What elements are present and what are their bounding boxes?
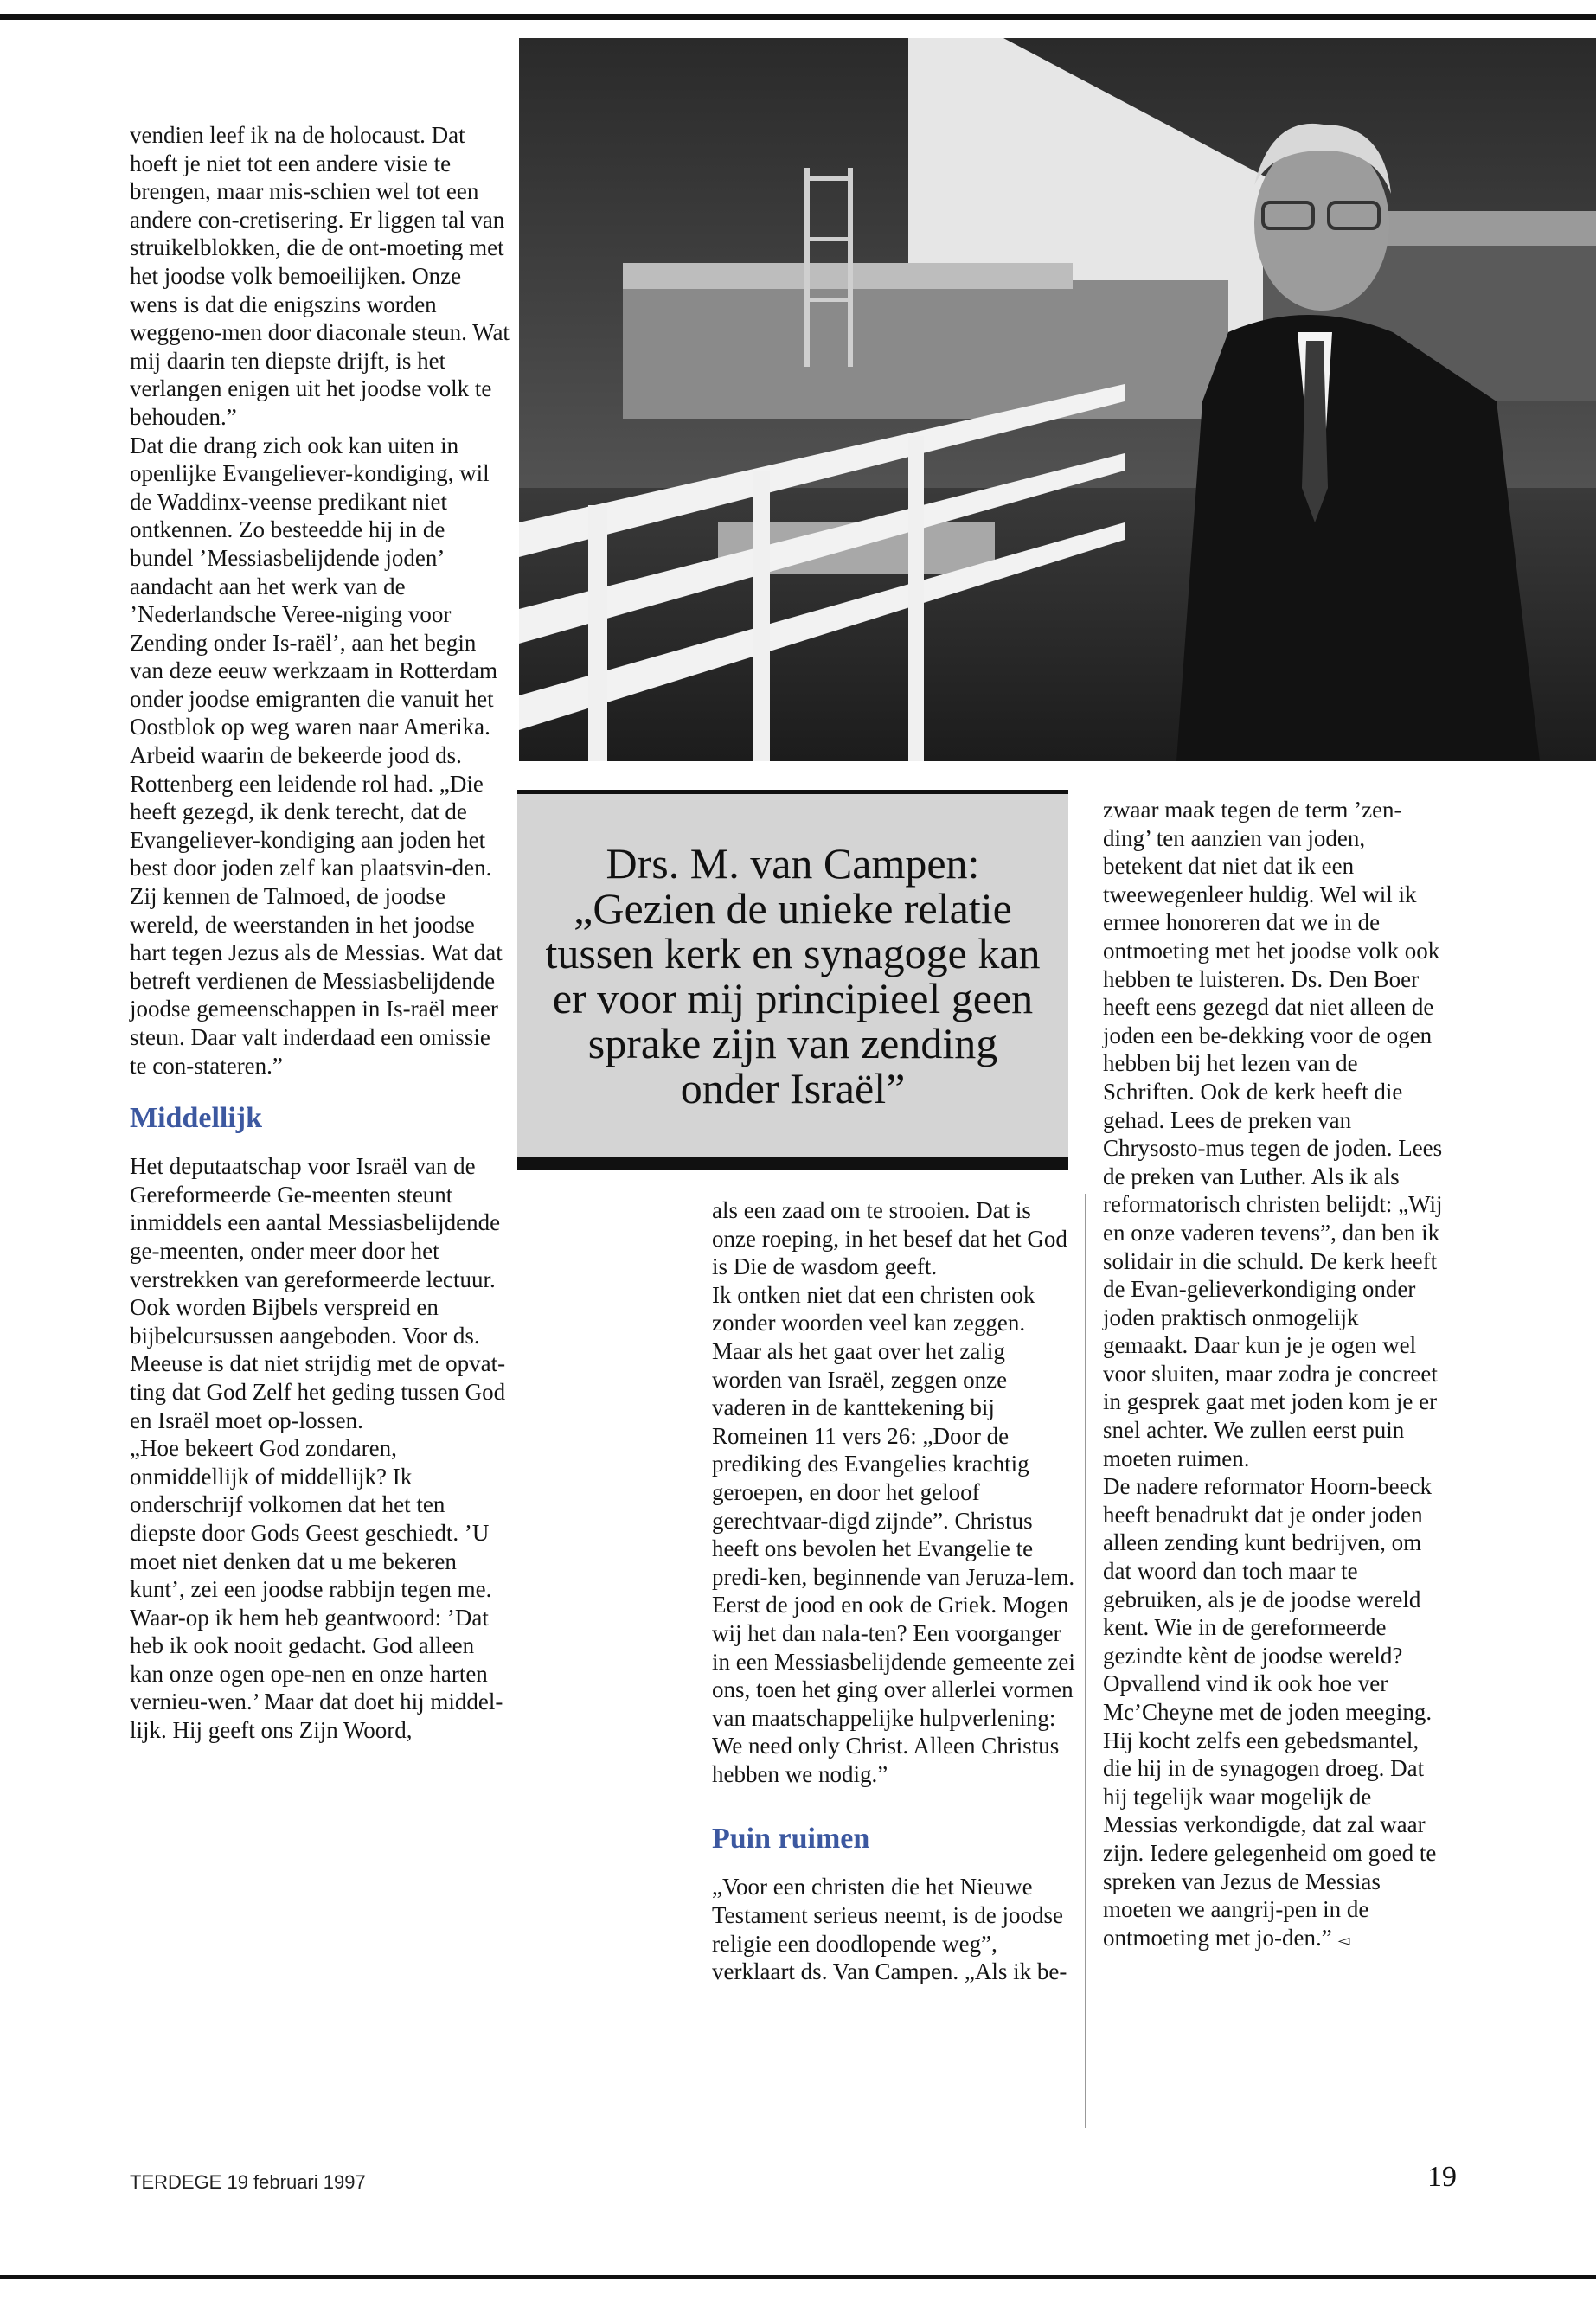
pull-quote bbox=[517, 790, 1068, 1170]
paragraph: „Hoe bekeert God zondaren, onmiddellijk of middellijk? Ik onderschrijf volkomen dat het ten diepste door Gods Geest geschiedt. ’U moet niet denken dat u me bekeren kunt’, zei een joodse rabbijn tegen me. Waar-op ik hem heb geantwoord: ’Dat heb ik ook nooit gedacht. God alleen kan onze ogen ope-nen en onze harten vernieu-wen.’ Maar dat doet hij middel-lijk. Hij geeft ons Zijn Woord, bbox=[130, 1435, 503, 1744]
column-divider bbox=[1085, 1194, 1086, 2128]
paragraph: Het deputaatschap voor Israël van de Gereformeerde Ge-meenten steunt inmiddels een aantal Messiasbelijdende ge-meenten, onder meer door het verstrekken van gereformeerde lectuur. Ook worden Bijbels verspreid en bijbelcursussen aangeboden. Voor ds. Meeuse is dat niet strijdig met de opvat-ting dat God Zelf het geding tussen God en Israël moet op-lossen. bbox=[130, 1153, 506, 1433]
paragraph: Ik ontken niet dat een christen ook zonder woorden veel kan zeggen. Maar als het gaat over het zalig worden van Israël, zeggen onze vaderen in de kanttekening bij Romeinen 11 vers 26: „Door de prediking des Evangelies krachtig geroepen, en door het geloof gerechtvaar-digd zijnde”. Christus heeft ons bevolen het Evangelie te predi-ken, beginnende van Jeruza-lem. Eerst de jood en ook de Griek. Mogen wij het dan nala-ten? Een voorganger in een Messiasbelijdende gemeente zei ons, toen het ging over allerlei vormen van maatschappelijke hulpverlening: We need only Christ. Alleen Christus hebben we nodig.” bbox=[712, 1281, 1075, 1787]
column-middle bbox=[712, 1196, 1075, 1986]
top-rule bbox=[0, 14, 1596, 20]
paragraph: als een zaad om te strooien. Dat is onze roeping, in het besef dat het God is Die de wasdom geeft. bbox=[712, 1197, 1067, 1280]
paragraph bbox=[1103, 1472, 1449, 1954]
bottom-rule bbox=[0, 2275, 1596, 2279]
page-number: 19 bbox=[1427, 2161, 1457, 2193]
paragraph: vendien leef ik na de holocaust. Dat hoeft je niet tot een andere visie te brengen, maar mis-schien wel tot een andere con-cretisering. Er liggen tal van struikelblokken, die de ont-moeting met het joodse volk bemoeilijken. Onze wens is dat die enigszins worden weggeno-men door diaconale steun. Wat mij daarin ten diepste drijft, is het verlangen enigen uit het joodse volk te behouden.” bbox=[130, 122, 510, 430]
subheading-middellijk: Middellijk bbox=[130, 1102, 263, 1135]
pull-quote-text: Drs. M. van Campen: „Gezien de unieke relatie tussen kerk en synagoge kan er voor mij principieel geen sprake zijn van zending onder Israël” bbox=[545, 839, 1041, 1112]
paragraph-text: De nadere reformator Hoorn-beeck heeft benadrukt dat je onder joden alleen zending kunt bedrijven, om dat woord dan toch maar te gebruiken, als je de joodse wereld kent. Wie in de gereformeerde gezindte kènt de joodse wereld? Opvallend vind ik ook hoe ver Mc’Cheyne met de joden meeging. Hij kocht zelfs een gebedsmantel, die hij in de synagogen droeg. Dat hij tegelijk waar mogelijk de Messias verkondigde, dat zal waar zijn. Iedere gelegenheid om goed te spreken van Jezus de Messias moeten we aangrij-pen in de ontmoeting met jo-den.” bbox=[1103, 1473, 1437, 1951]
footer-publication: TERDEGE 19 februari 1997 bbox=[130, 2171, 366, 2193]
end-mark-icon: ◅ bbox=[1337, 1931, 1350, 1949]
photo-portrait-church bbox=[519, 38, 1596, 761]
paragraph: „Voor een christen die het Nieuwe Testament serieus neemt, is de joodse religie een doodlopende weg”, verklaart ds. Van Campen. „Als ik be- bbox=[712, 1874, 1067, 1985]
column-left bbox=[130, 121, 510, 1745]
column-right bbox=[1103, 796, 1449, 1954]
paragraph: Dat die drang zich ook kan uiten in openlijke Evangeliever-kondiging, wil de Waddinx-veense predikant niet ontkennen. Zo besteedde hij in de bundel ’Messiasbelijdende joden’ aandacht aan het werk van de ’Nederlandsche Veree-niging voor Zending onder Is-raël’, aan het begin van deze eeuw werkzaam in Rotterdam onder joodse emigranten die vanuit het Oostblok op weg waren naar Amerika. Arbeid waarin de bekeerde jood ds. Rottenberg een leidende rol had. „Die heeft gezegd, ik denk terecht, dat de Evangeliever-kondiging aan joden het best door joden zelf kan plaatsvin-den. Zij kennen de Talmoed, de joodse wereld, de weerstanden in het joodse hart tegen Jezus als de Messias. Wat dat betreft verdienen de Messiasbelijdende joodse gemeenschappen in Is-raël meer steun. Daar valt inderdaad een omissie te con-stateren.” bbox=[130, 432, 503, 1079]
subheading-puin-ruimen: Puin ruimen bbox=[712, 1823, 870, 1856]
paragraph: zwaar maak tegen de term ’zen-ding’ ten aanzien van joden, betekent dat niet dat ik een tweewegenleer huldig. Wel wil ik ermee honoreren dat we in de ontmoeting met het joodse volk ook hebben te luisteren. Ds. Den Boer heeft eens gezegd dat niet alleen de joden een be-dekking voor de ogen hebben bij het lezen van de Schriften. Ook de kerk heeft die gehad. Lees de preken van Chrysosto-mus tegen de joden. Lees de preken van Luther. Als ik als reformatorisch christen belijdt: „Wij en onze vaderen tevens”, dan ben ik solidair in die schuld. De kerk heeft de Evan-gelieverkondiging onder joden praktisch onmogelijk gemaakt. Daar kun je je ogen wel voor sluiten, maar zodra je concreet in gesprek gaat met joden kom je er snel achter. We zullen eerst puin moeten ruimen. bbox=[1103, 797, 1443, 1471]
